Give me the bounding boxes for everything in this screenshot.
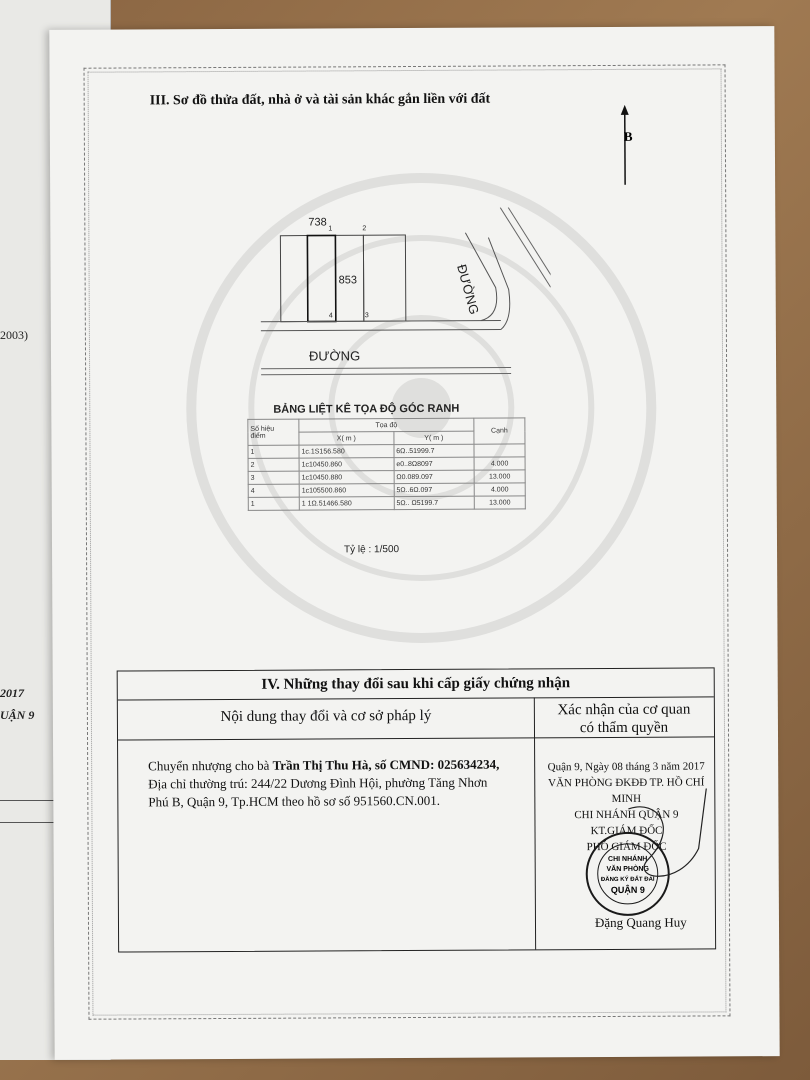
column-header-line: có thẩm quyền (579, 719, 669, 737)
corner-point-label: 2 (362, 225, 367, 233)
table-header: điểm (250, 432, 266, 440)
left-page-fragment: UẬN 9 (0, 708, 35, 722)
corner-point-label: 4 (328, 312, 333, 320)
table-cell-x: 1c105500.860 (299, 484, 394, 497)
column-header-changes: Nội dung thay đổi và cơ sở pháp lý (220, 707, 432, 726)
column-header-confirmation (534, 700, 714, 737)
change-content (148, 755, 528, 811)
table-cell-edge: 4.000 (474, 457, 525, 470)
table-cell-y: 5Ω.. Ω5199.7 (394, 496, 474, 509)
road-label-bottom: ĐƯỜNG (308, 348, 361, 364)
seal-text: VĂN PHÒNG (606, 865, 649, 873)
divider (118, 736, 714, 740)
seal-text: ĐĂNG KÝ ĐẤT ĐAI (600, 876, 655, 884)
north-label: B (623, 128, 633, 144)
table-cell-x: 1c10450.860 (299, 458, 394, 471)
parcel-drawing (250, 207, 551, 379)
signature-icon (618, 788, 709, 918)
table-cell-y: 5Ω..6Ω.097 (394, 483, 474, 496)
road-label-right: ĐƯỜNG (454, 262, 483, 316)
seal-text: QUẬN 9 (610, 884, 645, 895)
certificate-page (49, 26, 779, 1060)
table-header: Y( m ) (394, 431, 474, 444)
confirm-date: Quận 9, Ngày 08 tháng 3 năm 2017 (547, 760, 705, 774)
content-text: Chuyển nhượng cho bà (148, 757, 273, 774)
left-page-fragment: 2003) (0, 328, 28, 342)
seal-text: CHI NHÁNH (608, 855, 648, 863)
table-cell-y: e0..8Ω8097 (394, 457, 474, 470)
corner-point-label: 3 (364, 312, 369, 320)
confirm-org: CHI NHÁNH QUẬN 9 (574, 808, 679, 822)
table-cell-edge: 4.000 (474, 483, 525, 496)
section4-title: IV. Những thay đổi sau khi cấp giấy chứng nhận (261, 675, 571, 693)
neighbor-parcel-label: 738 (308, 216, 327, 229)
table-cell-edge: 13.000 (474, 496, 525, 509)
coord-table-body (248, 444, 525, 510)
table-cell-x: 1c.1S156.580 (299, 445, 394, 458)
table-cell-x: 1c10450.880 (299, 471, 394, 484)
content-text-bold: Trần Thị Thu Hà, số CMND: 025634234, (272, 756, 500, 773)
section3-title: III. Sơ đồ thửa đất, nhà ở và tài sản khác gắn liền với đất (149, 91, 491, 109)
table-cell-y: Ω0.089.097 (394, 470, 474, 483)
table-row (248, 496, 525, 510)
left-page-fragment: 2017 (0, 686, 24, 700)
coord-table (247, 417, 525, 510)
table-header-row (248, 418, 525, 432)
section4-table (117, 667, 716, 952)
table-cell-point: 3 (248, 471, 299, 484)
table-header: Cạnh (474, 418, 525, 444)
column-header-line: Xác nhận của cơ quan (557, 701, 691, 719)
confirm-org: VĂN PHÒNG ĐKĐĐ TP. HỒ CHÍ MINH (548, 776, 705, 805)
coord-table-title: BẢNG LIỆT KÊ TỌA ĐỘ GÓC RANH (273, 402, 460, 416)
table-cell-point: 2 (248, 458, 299, 471)
table-header: Số hiệu (250, 425, 275, 433)
parcel-number: 853 (338, 274, 358, 287)
table-cell-y: 6Ω..51999.7 (394, 444, 474, 457)
confirm-role: PHÓ GIÁM ĐỐC (586, 840, 667, 854)
table-header: Tọa độ (299, 418, 474, 432)
corner-point-label: 1 (328, 225, 333, 233)
table-header: X( m ) (299, 432, 394, 445)
table-cell-point: 4 (248, 484, 299, 497)
content-text: Phú B, Quận 9, Tp.HCM theo hồ sơ số 951560.CN.001. (148, 792, 440, 810)
table-cell-x: 1 1Ω.51466.580 (299, 497, 394, 510)
content-text: Địa chỉ thường trú: 244/22 Dương Đình Hội, phường Tăng Nhơn (148, 774, 488, 792)
parcel-map (250, 207, 551, 379)
signer-name: Đặng Quang Huy (594, 914, 687, 931)
table-cell-edge: 13.000 (474, 470, 525, 483)
map-scale: Tỷ lệ : 1/500 (344, 544, 400, 556)
table-cell-point: 1 (248, 445, 299, 458)
confirm-role: KT.GIÁM ĐỐC (590, 824, 663, 838)
table-cell-point: 1 (248, 497, 299, 510)
table-cell-edge (474, 444, 525, 457)
